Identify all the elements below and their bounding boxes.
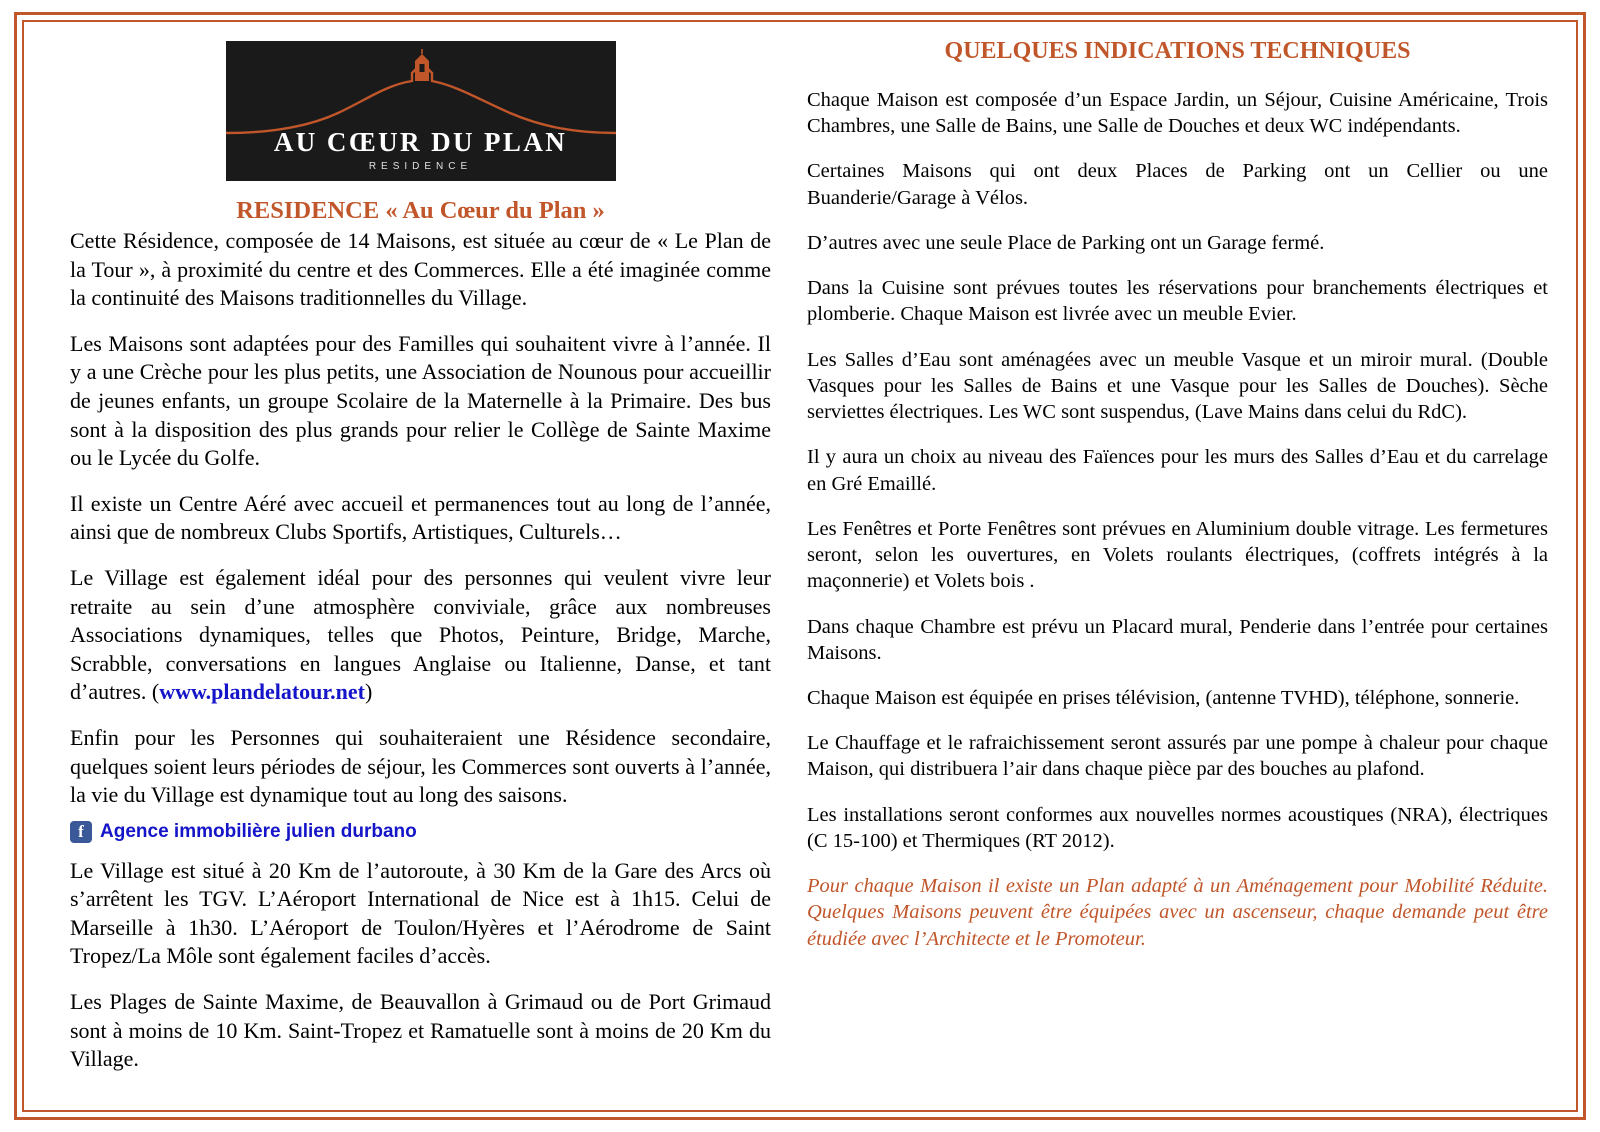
tech-paragraph-parking-one: D’autres avec une seule Place de Parking ont un Garage fermé. <box>807 231 1325 254</box>
tech-paragraph-parking-two: Certaines Maisons qui ont deux Places de Parking ont un Cellier ou une Buanderie/Garage à Vélos. <box>807 160 1548 209</box>
tech-paragraph-closets: Dans chaque Chambre est prévu un Placard mural, Penderie dans l’entrée pour certaines Maisons. <box>807 615 1548 664</box>
paragraph-associations <box>70 564 771 707</box>
facebook-link[interactable] <box>70 821 771 843</box>
page-title: RESIDENCE « Au Cœur du Plan » <box>236 197 605 224</box>
paragraph-centre-aere: Il existe un Centre Aéré avec accueil et permanences tout au long de l’année, ainsi que de nombreux Clubs Sportifs, Artistiques, Culturels… <box>70 490 771 545</box>
tech-paragraph-tiles: Il y aura un choix au niveau des Faïences pour les murs des Salles d’Eau et du carrelage en Gré Emaillé. <box>807 446 1548 495</box>
technical-section-title: QUELQUES INDICATIONS TECHNIQUES <box>944 38 1411 64</box>
tech-paragraph-heating: Le Chauffage et le rafraichissement seront assurés par une pompe à chaleur pour chaque Maison, qui distribuera l’air dans chaque pièce par des bouches au plafond. <box>807 732 1548 781</box>
paragraph-beaches: Les Plages de Sainte Maxime, de Beauvallon à Grimaud ou de Port Grimaud sont à moins de 10 Km. Saint-Tropez et Ramatuelle sont à moins de 20 Km du Village. <box>70 989 771 1072</box>
paragraph-associations-tail: ) <box>364 679 373 705</box>
facebook-icon: f <box>70 821 92 843</box>
tech-paragraph-kitchen: Dans la Cuisine sont prévues toutes les réservations pour branchements électriques et plomberie. Chaque Maison est livrée avec un meuble Evier. <box>807 277 1548 326</box>
paragraph-intro: Cette Résidence, composée de 14 Maisons, est située au cœur de « Le Plan de la Tour », à proximité du centre et des Commerces. Elle a été imaginée comme la continuité des Maisons traditionnelles du Village. <box>70 228 771 311</box>
two-column-layout <box>34 30 1566 1102</box>
plandelatour-link[interactable]: www.plandelatour.net <box>159 679 365 705</box>
right-column <box>789 30 1566 1102</box>
tech-paragraph-tv-phone: Chaque Maison est équipée en prises télévision, (antenne TVHD), téléphone, sonnerie. <box>807 686 1520 709</box>
left-column <box>34 30 789 1102</box>
accessibility-note: Pour chaque Maison il existe un Plan adapté à un Aménagement pour Mobilité Réduite. Quelques Maisons peuvent être équipées avec un ascenseur, chaque demande peut être étudiée avec l’Architecte et le Promoteur. <box>807 875 1548 950</box>
logo-title: AU CŒUR DU PLAN <box>273 127 568 157</box>
bell-tower-icon <box>226 41 616 139</box>
facebook-label: Agence immobilière julien durbano <box>100 820 417 842</box>
logo-subtitle: RESIDENCE <box>368 161 473 172</box>
tech-paragraph-standards: Les installations seront conformes aux nouvelles normes acoustiques (NRA), électriques (C 15-100) et Thermiques (RT 2012). <box>807 803 1548 852</box>
tech-paragraph-composition: Chaque Maison est composée d’un Espace Jardin, un Séjour, Cuisine Américaine, Trois Chambres, une Salle de Bains, une Salle de Douches et deux WC indépendants. <box>807 89 1548 138</box>
paragraph-families: Les Maisons sont adaptées pour des Familles qui souhaitent vivre à l’année. Il y a une Crèche pour les plus petits, une Association de Nounous pour accueillir de jeunes enfants, un groupe Scolaire de la Maternelle à la Primaire. Des bus sont à la disposition des plus grands pour relier le Collège de Sainte Maxime ou le Lycée du Golfe. <box>70 330 771 471</box>
paragraph-associations-text: Le Village est également idéal pour des personnes qui veulent vivre leur retraite au sein d’une atmosphère conviviale, grâce aux nombreuses Associations dynamiques, telles que Photos, Peinture, Bridge, Marche, Scrabble, conversations en langues Anglaise ou Italienne, Danse, et tant d’autres. ( <box>70 564 771 705</box>
paragraph-secondary-residence: Enfin pour les Personnes qui souhaiteraient une Résidence secondaire, quelques soient leurs périodes de séjour, les Commerces sont ouverts à l’année, la vie du Village est dynamique tout au long des saisons. <box>70 724 771 808</box>
residence-logo <box>226 41 616 181</box>
tech-paragraph-windows: Les Fenêtres et Porte Fenêtres sont prévues en Aluminium double vitrage. Les fermetures seront, selon les ouvertures, en Volets roulants électriques, (coffrets intégrés à la maçonnerie) et Volets bois . <box>807 517 1548 593</box>
tech-paragraph-bathrooms: Les Salles d’Eau sont aménagées avec un meuble Vasque et un miroir mural. (Double Vasques pour les Salles de Bains et une Vasque pour les Salles de Douches). Sèche serviettes électriques. Les WC sont suspendus, (Lave Mains dans celui du RdC). <box>807 348 1548 424</box>
paragraph-access: Le Village est situé à 20 Km de l’autoroute, à 30 Km de la Gare des Arcs où s’arrêtent les TGV. L’Aéroport International de Nice est à 1h15. Celui de Marseille à 1h30. L’Aéroport de Toulon/Hyères et l’Aérodrome de Saint Tropez/La Môle sont également faciles d’accès. <box>70 857 771 969</box>
